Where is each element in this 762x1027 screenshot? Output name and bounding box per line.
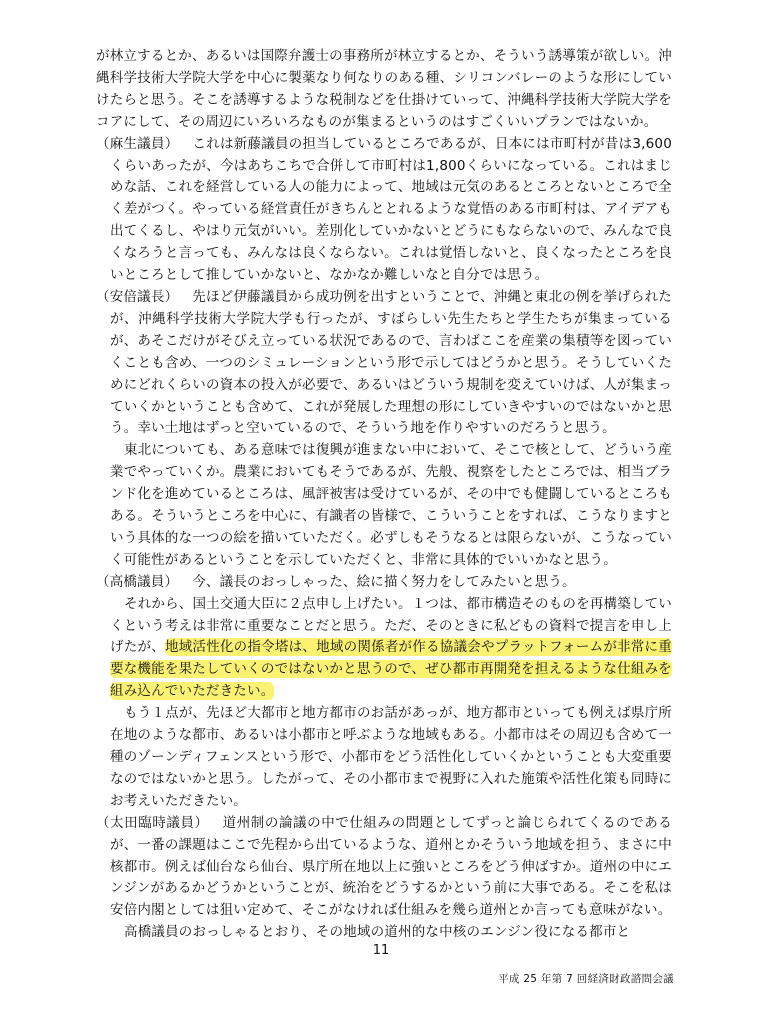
paragraph-text: 東北についても、ある意味では復興が進まない中において、そこで核として、どういう産業でやっていくか。農業においてもそうであるが、先般、視察をしたところでは、相当ブランド化を進めているところは、風評被害は受けているが、その中でも健闘しているところもある。そういうところを中心に、有識者の皆様で、こういうことをすれば、こうなりますという具体的な一つの絵を描いていただく。必ずしもそうなるとは限らないが、こうなっていく可能性があるということを示していただくと、非常に具体的でいいかなと思う。 — [110, 442, 672, 568]
speech-aso — [96, 134, 672, 287]
speech-takahashi-continued-2 — [96, 703, 672, 813]
speech-takahashi — [96, 572, 672, 594]
page-number: 11 — [372, 943, 390, 958]
speech-takahashi-continued — [96, 594, 672, 704]
paragraph-text: これは新藤議員の担当しているところであるが、日本には市町村が昔は3,600くらいあったが、今はあちこちで合併して市町村は1,800くらいになっている。これはまじめな話、これを経営している人の能力によって、地域は元気のあるところとないところで全く差がつく。やっている経営責任がきちんととれるような覚悟のある市町村は、アイデアも出てくるし、やはり元気がいい。差別化していかないとどうにもならないので、みんなで良くなろうと言っても、みんなは良くならない。これは覚悟しないと、良くなったところを良いところとして推していかないと、なかなか難しいなと自分では思う。 — [110, 135, 672, 284]
speaker-label: （太田臨時議員） — [96, 814, 209, 831]
footer-meeting-title: 平成 25 年第 7 回経済財政諮問会議 — [498, 973, 674, 985]
paragraph-text: もう１点が、先ほど大都市と地方都市のお話があっが、地方都市といっても例えば県庁所在地のような都市、あるいは小都市と呼ぶような地域もある。小都市はその周辺も含めて一種のゾーンディフェンスという形で、小都市をどう活性化していくかということも大変重要なのではないかと思う。したがって、その小都市まで視野に入れた施策や活性化策も同時にお考えいただきたい。 — [110, 705, 672, 809]
highlighted-text: 地域活性化の指令塔は、地域の関係者が作る協議会やプラットフォームが非常に重要な機能を果たしていくのではないかと思うので、ぜひ都市再開発を担えるような仕組みを組み込んでいただきたい。 — [110, 639, 672, 700]
speaker-label: （安倍議長） — [96, 288, 179, 305]
paragraph-text: 先ほど伊藤議員から成功例を出すということで、沖縄と東北の例を挙げられたが、沖縄科学技術大学院大学も行ったが、すばらしい先生たちと学生たちが集まっているが、あそこだけがそびえ立っている状況であるので、言わばここを産業の集積等を図っていくことも含め、一つのシミュレーションという形で示してはどうかと思う。そうしていくためにどれくらいの資本の投入が必要で、あるいはどういう規制を変えていけば、人が集まっていくかということも含めて、これが発展した理想の形にしていきやすいのではないかと思う。幸い土地はずっと空いているので、そういう地を作りやすいのだろうと思う。 — [110, 288, 673, 437]
speech-ota — [96, 813, 672, 923]
paragraph-text: 道州制の論議の中で仕組みの問題としてずっと論じられてくるのであるが、一番の課題はここで先程から出ているような、道州とかそういう地域を担う、まさに中核都市。例えば仙台なら仙台、県庁所在地以上に強いところをどう伸ばすか。道州の中にエンジンがあるかどうかということが、統治をどうするかという前に大事である。そこを私は安倍内閣としては狙い定めて、そこがなければ仕組みを幾ら道州とか言っても意味がない。 — [110, 814, 672, 919]
paragraph-text: 高橋議員のおっしゃるとおり、その地域の道州的な中核のエンジン役になる都市と — [124, 924, 631, 941]
speech-ota-continued — [96, 922, 672, 944]
minutes-body — [96, 46, 672, 944]
speaker-label: （高橋議員） — [96, 573, 179, 590]
speech-abe-continued — [96, 440, 672, 571]
paragraph-text: が林立するとか、あるいは国際弁護士の事務所が林立するとか、そういう誘導策が欲しい。沖縄科学技術大学院大学を中心に製薬なり何なりのある種、シリコンバレーのような形にしていけたらと思う。そこを誘導するような税制などを仕掛けていって、沖縄科学技術大学院大学をコアにして、その周辺にいろいろなものが集まるというのはすごくいいプランではないか。 — [96, 48, 672, 130]
paragraph-text: 今、議長のおっしゃった、絵に描く努力をしてみたいと思う。 — [192, 573, 576, 590]
speech-abe — [96, 287, 672, 440]
paragraph-text: それから、国土交通大臣に２点申し上げたい。１つは、都市構造そのものを再構築していくという考えは非常に重要なことだと思う。ただ、そのときに私どもの資料で提言を申し上げたが、 — [110, 595, 672, 656]
paragraph-continuation — [96, 46, 672, 134]
speaker-label: （麻生議員） — [96, 135, 179, 152]
